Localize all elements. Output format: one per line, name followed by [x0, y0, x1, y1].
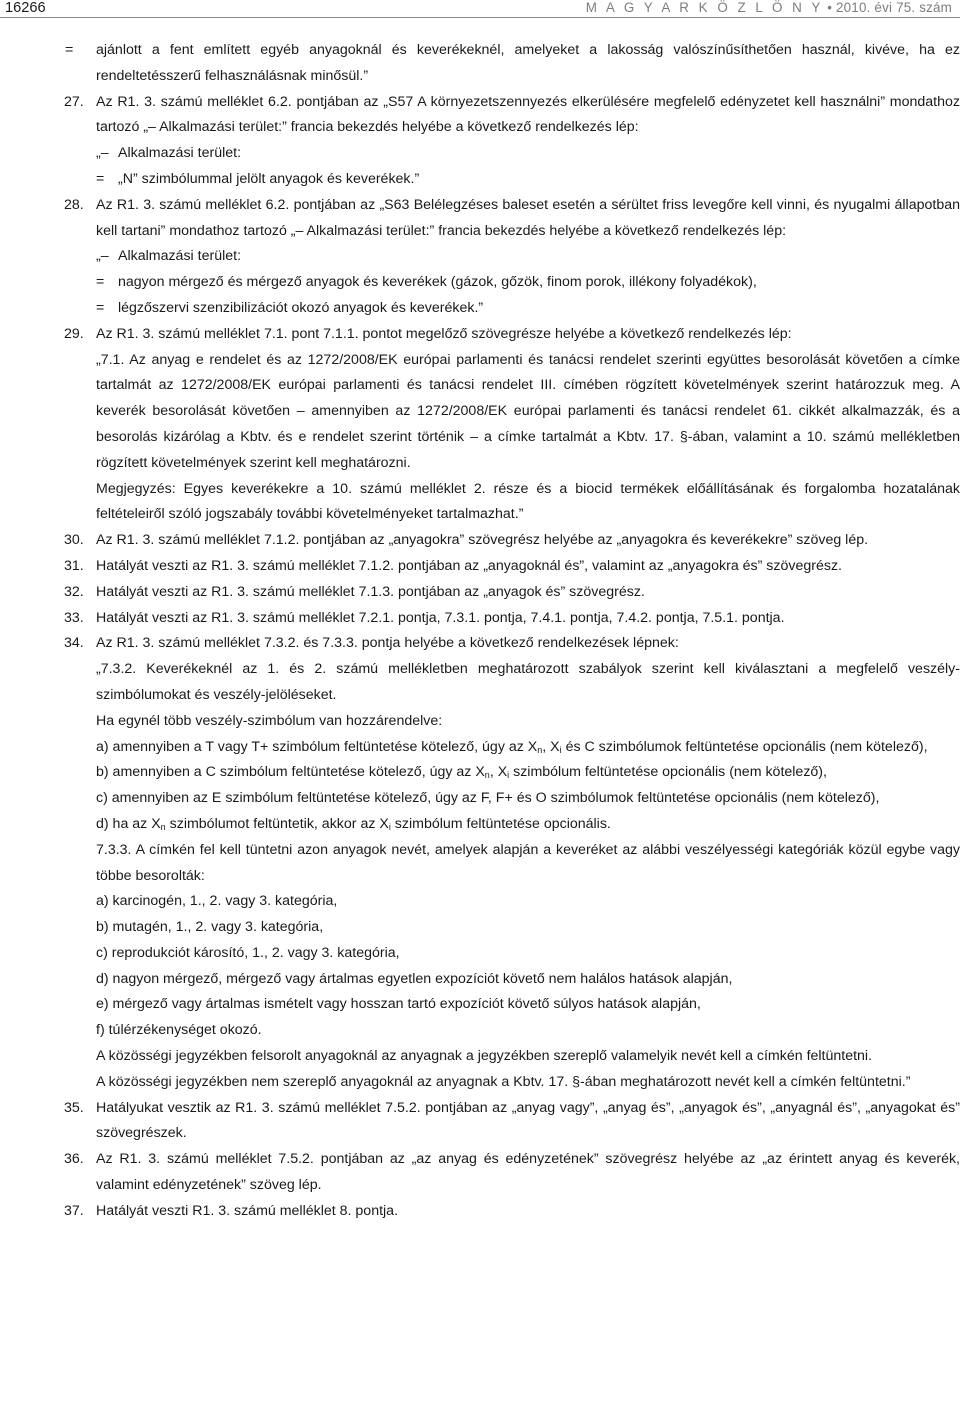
paragraph	[65, 967, 960, 993]
item-number: 34.	[64, 635, 84, 652]
subscript: i	[559, 744, 562, 755]
paragraph-text: , X	[542, 738, 560, 755]
dash-item	[65, 270, 960, 296]
paragraph-text: légzőszervi szenzibilizációt okozó anyagok és keverékek.”	[118, 299, 484, 316]
bullet-separator: •	[827, 0, 833, 15]
paragraph	[65, 477, 960, 529]
numbered-paragraph	[65, 580, 960, 606]
paragraph	[65, 348, 960, 477]
paragraph	[65, 992, 960, 1018]
paragraph-text: és C szimbólumok feltüntetése opcionális (nem kötelező),	[561, 738, 928, 755]
paragraph	[65, 838, 960, 890]
subscript: n	[484, 770, 490, 781]
paragraph-text: Ha egynél több veszély-szimbólum van hozzárendelve:	[96, 712, 443, 729]
paragraph-text: Hatályát veszti az R1. 3. számú melléklet 7.2.1. pontja, 7.3.1. pontja, 7.4.1. pontja, 7.4.2. pontja, 7.5.1. pontja.	[96, 609, 785, 626]
list-marker: „–	[96, 145, 109, 162]
paragraph-text: Az R1. 3. számú melléklet 7.1. pont 7.1.1. pontot megelőző szövegrésze helyébe a következő rendelkezés lép:	[96, 325, 792, 342]
paragraph-text: Alkalmazási terület:	[118, 145, 242, 162]
paragraph-text: Az R1. 3. számú melléklet 7.1.2. pontjában az „anyagokra” szövegrész helyébe az „anyagokra és keverékekre” szöveg lép.	[96, 532, 869, 549]
journal-running-title	[586, 0, 952, 17]
subscript: i	[388, 821, 391, 832]
paragraph-text: e) mérgező vagy ártalmas ismételt vagy hosszan tartó expozíciót követő súlyos hatások alapján,	[96, 996, 701, 1013]
item-number: 30.	[64, 532, 84, 549]
item-number: 33.	[64, 609, 84, 626]
paragraph-text: b) mutagén, 1., 2. vagy 3. kategória,	[96, 919, 324, 936]
list-marker: =	[65, 42, 74, 58]
paragraph	[65, 1044, 960, 1070]
paragraph-text: a) amennyiben a T vagy T+ szimbólum feltüntetése kötelező, úgy az X	[96, 738, 538, 755]
paragraph-text: b) amennyiben a C szimbólum feltüntetése kötelező, úgy az X	[96, 764, 485, 781]
item-number: 28.	[64, 196, 84, 213]
paragraph-text: Az R1. 3. számú melléklet 7.5.2. pontjában az „az anyag és edényzetének” szövegrész helyébe az „az érintett anyag és keverék, valamint edényzetének” szöveg lép.	[96, 1151, 960, 1194]
paragraph	[65, 812, 960, 838]
paragraph-text: Hatályukat vesztik az R1. 3. számú melléklet 7.5.2. pontjában az „anyag vagy”, „anyag és”, „anyagok és”, „anyagnál és”, „anyagokat és” szövegrészek.	[96, 1099, 960, 1142]
numbered-paragraph	[65, 322, 960, 348]
paragraph	[65, 1018, 960, 1044]
list-marker: =	[96, 170, 105, 187]
paragraph-text: szimbólum feltüntetése opcionális (nem kötelező),	[509, 764, 827, 781]
paragraph-text: Hatályát veszti az R1. 3. számú melléklet 7.1.3. pontjában az „anyagok és” szövegrész.	[96, 583, 645, 600]
item-number: 37.	[64, 1202, 84, 1219]
item-number: 27.	[64, 93, 84, 110]
paragraph-text: „7.1. Az anyag e rendelet és az 1272/2008/EK európai parlamenti és tanácsi rendelet szerinti együttes besorolását követően a címke tartalmát az 1272/2008/EK európai parlamenti és tanácsi rendelet III. címében rögzített követelmények szerint határozzuk meg. A keverék besorolását követően – amennyiben az 1272/2008/EK európai parlamenti és tanácsi rendelet 61. cikkét alkalmazzák, és a besorolás kizárólag a Kbtv. és e rendelet szerint történik – a címke tartalmát a Kbtv. 17. §-ában, valamint a 10. számú mellékletben rögzített követelmények szerint kell meghatározni.	[96, 351, 960, 471]
running-header	[0, 0, 960, 18]
dash-item	[65, 167, 960, 193]
subscript: n	[537, 744, 543, 755]
dash-item	[65, 296, 960, 322]
header-rule	[0, 17, 960, 18]
paragraph-text: Hatályát veszti az R1. 3. számú melléklet 7.1.2. pontjában az „anyagoknál és”, valamint az „anyagokra és” szövegrész.	[96, 557, 842, 574]
paragraph-text: A közösségi jegyzékben felsorolt anyagoknál az anyagnak a jegyzékben szereplő valamelyik nevét kell a címkén feltüntetni.	[96, 1048, 873, 1065]
paragraph	[65, 941, 960, 967]
paragraph-text: f) túlérzékenységet okozó.	[96, 1022, 262, 1039]
paragraph-text: d) ha az X	[96, 815, 161, 832]
paragraph-text: Megjegyzés: Egyes keverékekre a 10. számú melléklet 2. része és a biocid termékek előállításának és forgalomba hozatalának feltételeiről szóló jogszabály további követelményeket tartalmazhat.”	[96, 480, 960, 523]
numbered-paragraph	[65, 193, 960, 245]
dash-item	[65, 141, 960, 167]
paragraph-text: „N” szimbólummal jelölt anyagok és keverékek.”	[118, 170, 420, 187]
subscript: n	[160, 821, 166, 832]
paragraph-text: A közösségi jegyzékben nem szereplő anyagoknál az anyagnak a Kbtv. 17. §-ában meghatározott nevét kell a címkén feltüntetni.”	[96, 1073, 911, 1090]
paragraph-text: c) amennyiben az E szimbólum feltüntetése kötelező, úgy az F, F+ és O szimbólumok feltüntetése opcionális (nem kötelező),	[96, 790, 880, 807]
paragraph	[65, 889, 960, 915]
paragraph-text: nagyon mérgező és mérgező anyagok és keverékek (gázok, gőzök, finom porok, illékony folyadékok),	[118, 274, 757, 291]
paragraph-text: ajánlott a fent említett egyéb anyagoknál és keverékeknél, amelyeket a lakosság valószínűsíthetően használ, kivéve, ha ez rendeltetésszerű felhasználásnak minősül.”	[96, 42, 960, 84]
paragraph	[65, 786, 960, 812]
numbered-paragraph	[65, 90, 960, 142]
paragraph-text: Alkalmazási terület:	[118, 248, 242, 265]
numbered-paragraph	[65, 606, 960, 632]
item-number: 31.	[64, 557, 84, 574]
document-body	[65, 38, 960, 1225]
dash-item	[65, 244, 960, 270]
subscript: i	[507, 770, 510, 781]
item-number: 29.	[64, 325, 84, 342]
paragraph	[65, 735, 960, 761]
numbered-paragraph	[65, 1096, 960, 1148]
paragraph-text: d) nagyon mérgező, mérgező vagy ártalmas egyetlen expozíciót követő nem halálos hatások alapján,	[96, 970, 733, 987]
paragraph-text: szimbólum feltüntetése opcionális.	[390, 815, 611, 832]
paragraph-text: , X	[489, 764, 508, 781]
numbered-paragraph	[65, 1147, 960, 1199]
paragraph-text: Az R1. 3. számú melléklet 6.2. pontjában az „S63 Belélegzéses baleset esetén a sérültet friss levegőre kell vinni, és nyugalmi állapotban kell tartani” mondathoz tartozó „– Alkalmazási terület:” francia bekezdés helyébe a következő rendelkezés lép:	[96, 196, 960, 239]
paragraph-text: c) reprodukciót károsító, 1., 2. vagy 3. kategória,	[96, 944, 400, 961]
paragraph	[65, 760, 960, 786]
paragraph-text: „7.3.2. Keverékeknél az 1. és 2. számú mellékletben meghatározott szabályok szerint kell kiválasztani a megfelelő veszély-szimbólumokat és veszély-jelöléseket.	[96, 661, 960, 703]
journal-name: M A G Y A R K Ö Z L Ö N Y	[585, 0, 824, 15]
numbered-paragraph	[65, 528, 960, 554]
item-number: 32.	[64, 583, 84, 600]
dash-item	[65, 38, 960, 90]
item-number: 35.	[64, 1099, 84, 1116]
page-number: 16266	[5, 0, 46, 16]
paragraph-text: Az R1. 3. számú melléklet 7.3.2. és 7.3.3. pontja helyébe a következő rendelkezések lépnek:	[96, 635, 679, 652]
list-marker: =	[96, 299, 105, 316]
paragraph-text: Hatályát veszti R1. 3. számú melléklet 8. pontja.	[96, 1202, 399, 1219]
paragraph-text: a) karcinogén, 1., 2. vagy 3. kategória,	[96, 893, 338, 910]
item-number: 36.	[64, 1151, 84, 1168]
numbered-paragraph	[65, 631, 960, 657]
paragraph	[65, 1070, 960, 1096]
paragraph	[65, 915, 960, 941]
paragraph-text: Az R1. 3. számú melléklet 6.2. pontjában az „S57 A környezetszennyezés elkerülésére megfelelő edényzetet kell használni” mondathoz tartozó „– Alkalmazási terület:” francia bekezdés helyébe a következő rendelkezés lép:	[96, 93, 960, 136]
numbered-paragraph	[65, 1199, 960, 1225]
list-marker: „–	[96, 248, 109, 265]
paragraph	[65, 657, 960, 709]
paragraph	[65, 709, 960, 735]
list-marker: =	[96, 274, 105, 291]
issue-label: 2010. évi 75. szám	[836, 0, 952, 15]
paragraph-text: szimbólumot feltüntetik, akkor az X	[165, 815, 389, 832]
paragraph-text: 7.3.3. A címkén fel kell tüntetni azon anyagok nevét, amelyek alapján a keveréket az alábbi veszélyességi kategóriák közül egybe vagy többe besorolták:	[96, 841, 960, 884]
numbered-paragraph	[65, 554, 960, 580]
